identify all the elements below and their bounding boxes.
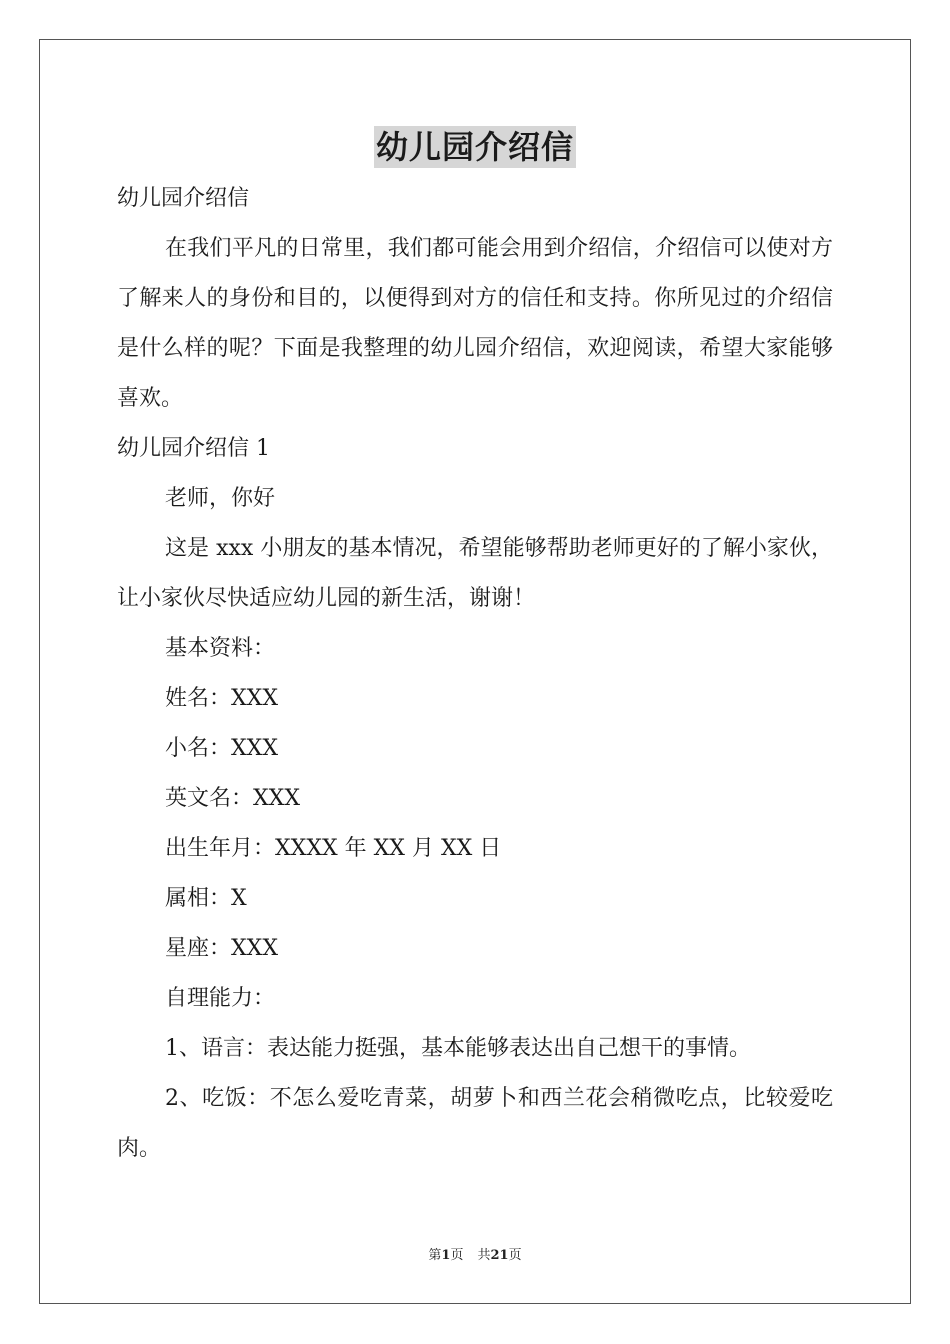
paragraph: 1、语言：表达能力挺强，基本能够表达出自己想干的事情。	[165, 1036, 751, 1061]
paragraph: 属相：X	[165, 886, 247, 911]
page-prefix: 第	[428, 1248, 442, 1263]
paragraph: 小名：XXX	[165, 736, 278, 761]
paragraph: 姓名：XXX	[165, 686, 278, 711]
total-prefix: 共	[477, 1248, 491, 1263]
title-container	[0, 126, 950, 168]
document-title: 幼儿园介绍信	[375, 128, 574, 166]
page-number: 1	[441, 1248, 451, 1263]
page-suffix: 页	[450, 1248, 464, 1263]
paragraph: 在我们平凡的日常里，我们都可能会用到介绍信，介绍信可以使对方了解来人的身份和目的，以便得到对方的信任和支持。你所见过的介绍信是什么样的呢？下面是我整理的幼儿园介绍信，欢迎阅读，希望大家能够喜欢。	[117, 236, 833, 411]
total-suffix: 页	[508, 1248, 522, 1263]
paragraph: 出生年月：XXXX 年 XX 月 XX 日	[165, 836, 502, 861]
page-footer	[0, 1246, 950, 1266]
paragraph: 星座：XXX	[165, 936, 278, 961]
document-body	[117, 174, 833, 1174]
paragraph: 英文名：XXX	[165, 786, 300, 811]
paragraph: 基本资料：	[165, 636, 276, 661]
paragraph: 幼儿园介绍信	[117, 186, 250, 211]
paragraph: 这是 xxx 小朋友的基本情况，希望能够帮助老师更好的了解小家伙，让小家伙尽快适应幼儿园的新生活，谢谢！	[117, 536, 833, 611]
paragraph: 自理能力：	[165, 986, 276, 1011]
paragraph: 2、吃饭：不怎么爱吃青菜，胡萝卜和西兰花会稍微吃点，比较爱吃肉。	[117, 1086, 833, 1161]
paragraph: 幼儿园介绍信 1	[117, 436, 270, 461]
total-pages: 21	[490, 1248, 509, 1263]
paragraph: 老师，你好	[165, 486, 276, 511]
